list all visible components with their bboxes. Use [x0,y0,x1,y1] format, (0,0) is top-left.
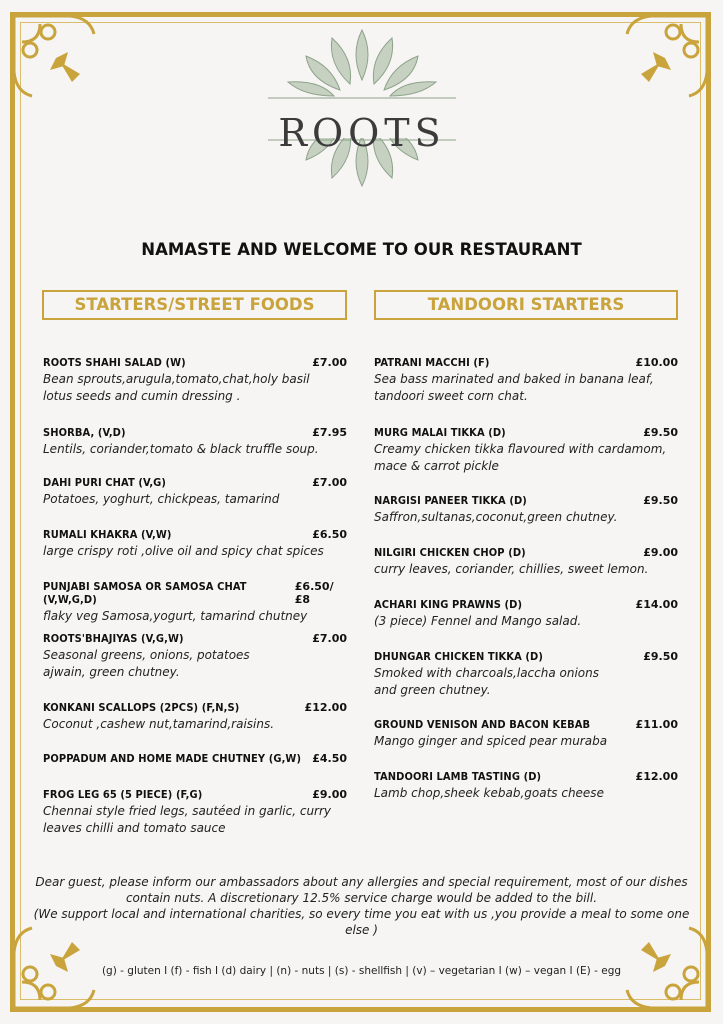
menu-item-description [374,733,678,750]
menu-item [374,546,678,578]
menu-item [43,701,347,733]
menu-item [374,650,678,699]
note-line: contain nuts. A discretionary 12.5% service charge would be added to the bill. [125,891,598,905]
description-line: Potatoes, yoghurt, chickpeas, tamarind [43,492,280,506]
menu-item-description [374,371,678,405]
menu-item-name: NARGISI PANEER TIKKA (D) [374,494,527,507]
menu-item-description [43,543,347,560]
menu-item-price: £12.00 [304,701,347,714]
menu-item-price: £9.00 [312,788,347,801]
logo-text: ROOTS [278,111,446,155]
description-line: Bean sprouts,arugula,tomato,chat,holy basil [43,372,310,386]
menu-item-description [374,613,678,630]
menu-item-price: £12.00 [635,770,678,783]
description-line: mace & carrot pickle [374,459,499,473]
section-title-starters: STARTERS/STREET FOODS [42,290,347,320]
menu-item-price: £7.00 [312,356,347,369]
menu-item-price: £9.50 [643,650,678,663]
menu-item-description [43,491,347,508]
description-line: Mango ginger and spiced pear muraba [374,734,608,748]
description-line: large crispy roti ,olive oil and spicy chat spices [43,544,324,558]
menu-item-description [43,441,347,458]
menu-item-name: GROUND VENISON AND BACON KEBAB [374,718,591,731]
description-line: Lamb chop,sheek kebab,goats cheese [374,786,604,800]
menu-item-description [43,371,347,405]
menu-item-name: RUMALI KHAKRA (V,W) [43,528,172,541]
menu-item-name: PUNJABI SAMOSA OR SAMOSA CHAT (V,W,G,D) [43,580,247,606]
menu-item-name: MURG MALAI TIKKA (D) [374,426,506,439]
tandoori-list [374,0,678,1024]
description-line: Smoked with charcoals,laccha onions [374,666,600,680]
section-title-tandoori: TANDOORI STARTERS [374,290,678,320]
allergen-legend: (g) - gluten I (f) - fish I (d) dairy | (n) - nuts | (s) - shellfish | (v) – vegetarian I (w) – vegan I (E) - egg [101,965,622,977]
menu-item [43,632,347,681]
menu-item [43,476,347,508]
menu-item-price: £6.50 [312,528,347,541]
menu-item-name: POPPADUM AND HOME MADE CHUTNEY (G,W) [43,752,302,765]
menu-item-name: ACHARI KING PRAWNS (D) [374,598,523,611]
menu-item-description [43,803,347,837]
menu-item-price: £11.00 [635,718,678,731]
starters-list [43,0,347,1024]
menu-item [43,580,347,625]
menu-item-price: £7.00 [312,632,347,645]
menu-item-name: KONKANI SCALLOPS (2PCS) (F,N,S) [43,701,240,714]
note-line: (We support local and international charities, so every time you eat with us ,you provide a meal to some one else ) [33,907,690,937]
description-line: and green chutney. [374,683,491,697]
menu-item [374,356,678,405]
description-line: flaky veg Samosa,yogurt, tamarind chutney [43,609,308,623]
menu-item-price: £7.00 [312,476,347,489]
menu-item [43,426,347,458]
menu-item-price: £4.50 [312,752,347,765]
menu-item-price: £9.50 [643,426,678,439]
menu-item [43,528,347,560]
description-line: leaves chilli and tomato sauce [43,821,226,835]
menu-item-description [374,665,678,699]
menu-item [374,494,678,526]
menu-item-price: £14.00 [635,598,678,611]
description-line: ajwain, green chutney. [43,665,180,679]
menu-item-name: ROOTS SHAHI SALAD (W) [43,356,186,369]
menu-item-name: SHORBA, (V,D) [43,426,126,439]
menu-item-name: DHUNGAR CHICKEN TIKKA (D) [374,650,543,663]
description-line: Creamy chicken tikka flavoured with cardamom, [374,442,667,456]
description-line: Seasonal greens, onions, potatoes [43,648,250,662]
note-line: Dear guest, please inform our ambassadors about any allergies and special requirement, most of our dishes [35,875,688,889]
menu-item-name: ROOTS'BHAJIYAS (V,G,W) [43,632,184,645]
menu-item-description [374,785,678,802]
welcome-heading: NAMASTE AND WELCOME TO OUR RESTAURANT [141,240,582,259]
description-line: curry leaves, coriander, chillies, sweet lemon. [374,562,649,576]
menu-item-name: PATRANI MACCHI (F) [374,356,490,369]
description-line: Lentils, coriander,tomato & black truffle soup. [43,442,319,456]
menu-item-price: £7.95 [312,426,347,439]
menu-item [43,788,347,837]
menu-item-description [374,441,678,475]
menu-item-description [43,608,347,625]
menu-item-name: FROG LEG 65 (5 PIECE) (F,G) [43,788,203,801]
description-line: Saffron,sultanas,coconut,green chutney. [374,510,618,524]
menu-item [43,752,347,765]
description-line: Sea bass marinated and baked in banana leaf, [374,372,654,386]
guest-note [30,874,693,938]
menu-item [374,718,678,750]
description-line: tandoori sweet corn chat. [374,389,528,403]
menu-item-name: NILGIRI CHICKEN CHOP (D) [374,546,526,559]
menu-item [43,356,347,405]
menu-item [374,598,678,630]
menu-item-description [43,716,347,733]
menu-item-description [374,509,678,526]
description-line: lotus seeds and cumin dressing . [43,389,241,403]
menu-item-price: £9.50 [643,494,678,507]
menu-item [374,770,678,802]
menu-item-description [374,561,678,578]
menu-item-description [43,647,347,681]
menu-item-price: £9.00 [643,546,678,559]
description-line: (3 piece) Fennel and Mango salad. [374,614,582,628]
description-line: Chennai style fried legs, sautéed in garlic, curry [43,804,332,818]
menu-item [374,426,678,475]
menu-item-price: £10.00 [635,356,678,369]
menu-item-price: £6.50/£8 [294,580,334,606]
menu-item-name: TANDOORI LAMB TASTING (D) [374,770,542,783]
description-line: Coconut ,cashew nut,tamarind,raisins. [43,717,275,731]
menu-item-name: DAHI PURI CHAT (V,G) [43,476,167,489]
